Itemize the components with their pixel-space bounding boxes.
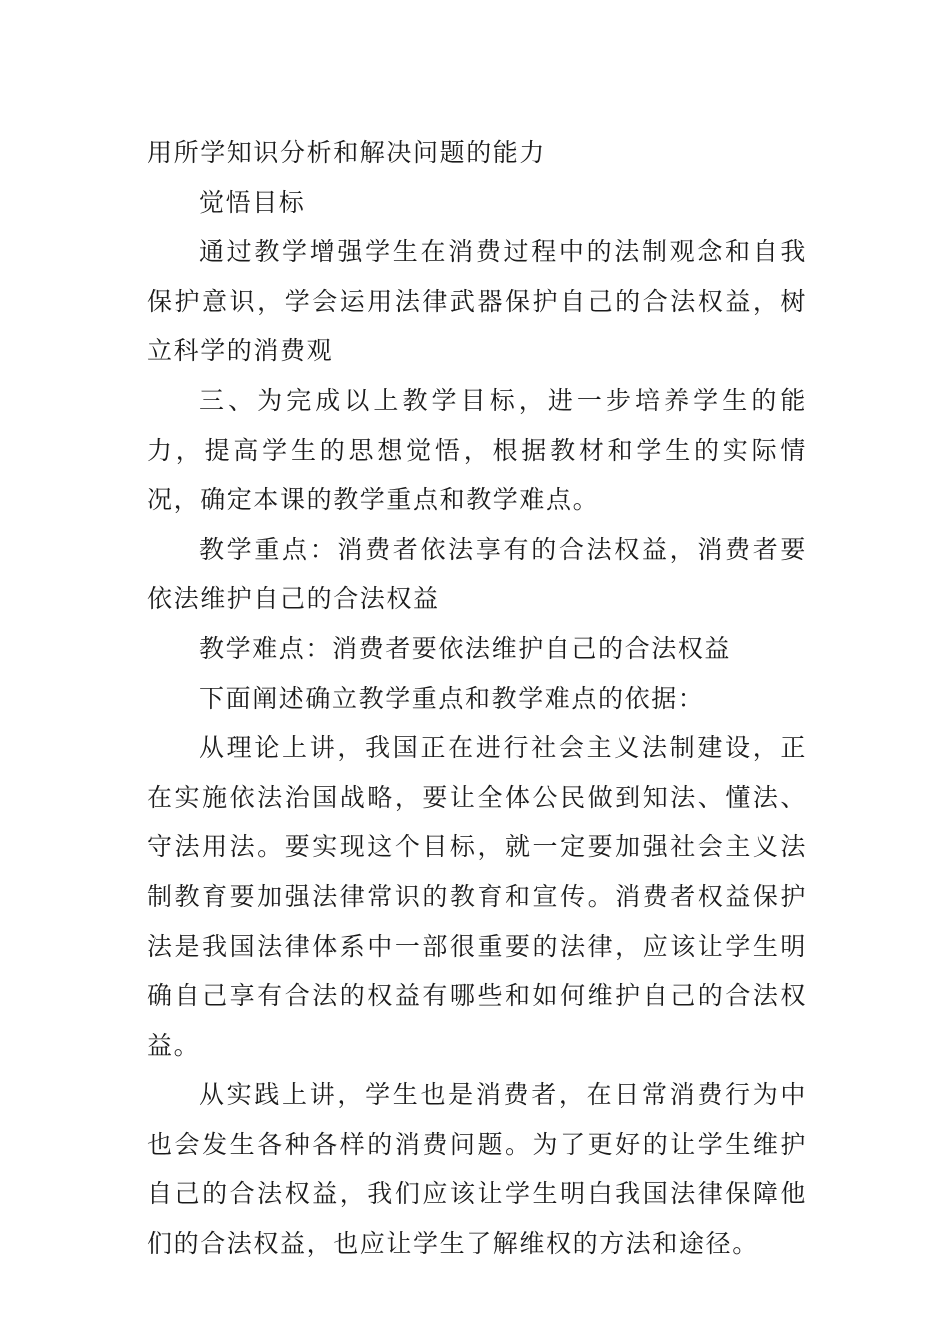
paragraph-teaching-difficulty: 教学难点：消费者要依法维护自己的合法权益: [199, 633, 732, 663]
document-body: [147, 128, 807, 1269]
paragraph-section-three: 三、为完成以上教学目标，进一步培养学生的能力，提高学生的思想觉悟，根据教材和学生的实际情况，确定本课的教学重点和教学难点。: [147, 385, 807, 515]
paragraph-theory-basis: 从理论上讲，我国正在进行社会主义法制建设，正在实施依法治国战略，要让全体公民做到知法、懂法、守法用法。要实现这个目标，就一定要加强社会主义法制教育要加强法律常识的教育和宣传。消费者权益保护法是我国法律体系中一部很重要的法律，应该让学生明确自己享有合法的权益有哪些和如何维护自己的合法权益。: [147, 733, 807, 1060]
paragraph-practice-basis: 从实践上讲，学生也是消费者，在日常消费行为中也会发生各种各样的消费问题。为了更好的让学生维护自己的合法权益，我们应该让学生明白我国法律保障他们的合法权益，也应让学生了解维权的方法和途径。: [147, 1080, 807, 1259]
paragraph-heading-awareness-goal: 觉悟目标: [199, 187, 306, 217]
paragraph-continuation: 用所学知识分析和解决问题的能力: [147, 138, 547, 167]
paragraph-basis-intro: 下面阐述确立教学重点和教学难点的依据：: [199, 683, 705, 713]
paragraph-teaching-focus: 教学重点：消费者依法享有的合法权益，消费者要依法维护自己的合法权益: [147, 534, 807, 614]
paragraph-awareness-goal: 通过教学增强学生在消费过程中的法制观念和自我保护意识，学会运用法律武器保护自己的合法权益，树立科学的消费观: [147, 237, 807, 366]
